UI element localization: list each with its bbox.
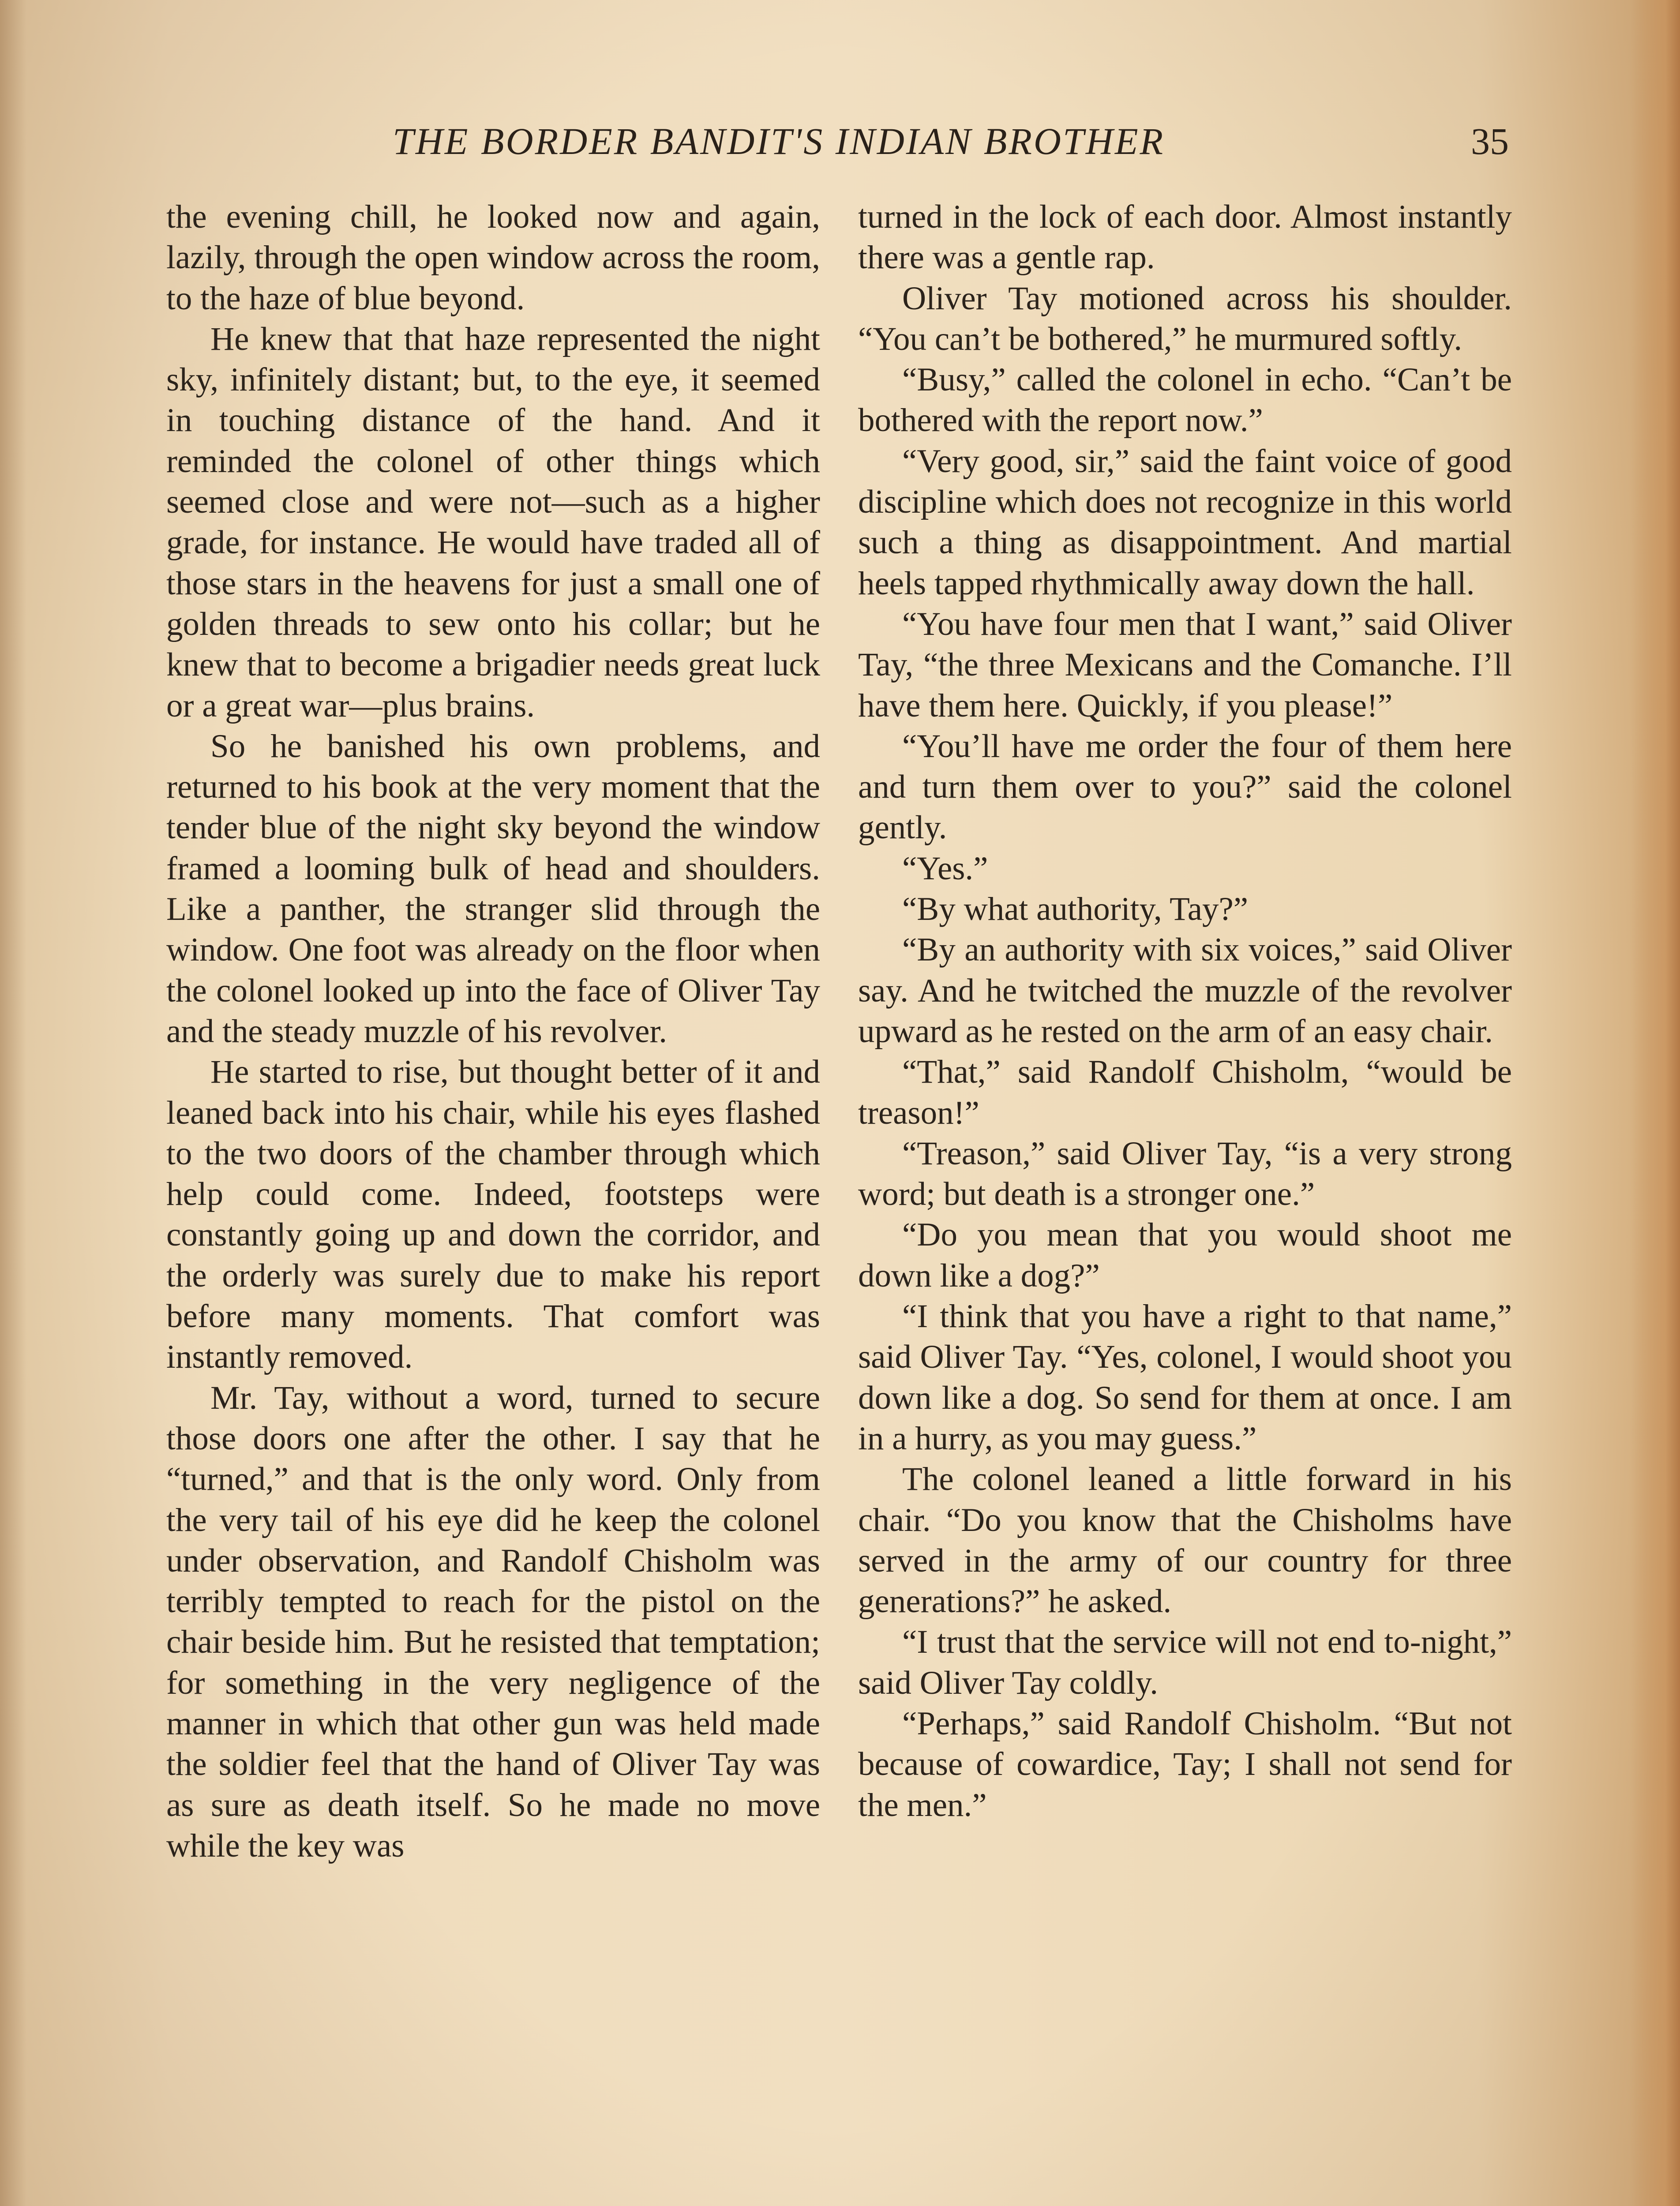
paragraph: So he banished his own problems, and returned to his book at the very moment that the tender blue of the night sky beyond the window framed a looming bulk of head and shoulders. Like a panther, the stranger slid through the window. One foot was already on the floor when the colonel looked up into the face of Oliver Tay and the steady muzzle of his revolver. (166, 728, 820, 1050)
paragraph: the evening chill, he looked now and again, lazily, through the open window across the room, to the haze of blue beyond. (166, 199, 820, 317)
paragraph: “Do you mean that you would shoot me down like a dog?” (858, 1216, 1512, 1294)
paragraph: “Busy,” called the colonel in echo. “Can’t be bothered with the report now.” (858, 361, 1512, 439)
paragraph: Mr. Tay, without a word, turned to secure those doors one after the other. I say that he “turned,” and that is the only word. Only from the very tail of his eye did he keep the colonel under observation, and Randolf Chisholm was terribly tempted to reach for the pistol on the chair beside him. But he resisted that temptation; for something in the very negligence of the manner in which that other gun was held made the soldier feel that the hand of Oliver Tay was as sure as death itself. So he made no move while the key was (166, 1379, 820, 1864)
running-title: THE BORDER BANDIT'S INDIAN BROTHER (393, 120, 1165, 162)
paragraph: He started to rise, but thought better of it and leaned back into his chair, while his eyes flashed to the two doors of the chamber through which help could come. Indeed, footsteps were constantly going up and down the corridor, and the orderly was surely due to make his report before many moments. That comfort was instantly removed. (166, 1054, 820, 1376)
paragraph: “I think that you have a right to that name,” said Oliver Tay. “Yes, colonel, I would shoot you down like a dog. So send for them at once. I am in a hurry, as you may guess.” (858, 1298, 1512, 1457)
paragraph: “That,” said Randolf Chisholm, “would be treason!” (858, 1054, 1512, 1131)
page-number: 35 (1471, 120, 1509, 162)
paragraph: He knew that that haze represented the night sky, infinitely distant; but, to the eye, it seemed in touching distance of the hand. And it reminded the colonel of other things which seemed close and were not—such as a higher grade, for instance. He would have traded all of those stars in the heavens for just a small one of golden threads to sew onto his collar; but he knew that to become a brigadier needs great luck or a great war—plus brains. (166, 320, 820, 724)
paragraph: “You have four men that I want,” said Oliver Tay, “the three Mexicans and the Comanche. I’ll have them here. Quickly, if you please!” (858, 605, 1512, 724)
right-column (858, 197, 1512, 1826)
page-edge-aging (1631, 0, 1680, 2206)
paragraph: “Treason,” said Oliver Tay, “is a very strong word; but death is a stronger one.” (858, 1135, 1512, 1213)
paragraph: The colonel leaned a little forward in his chair. “Do you know that the Chisholms have served in the army of our country for three generations?” he asked. (858, 1461, 1512, 1620)
page-shadow-left (0, 0, 26, 2206)
paragraph: turned in the lock of each door. Almost instantly there was a gentle rap. (858, 199, 1512, 276)
paragraph: “Yes.” (902, 850, 988, 887)
paragraph: “Very good, sir,” said the faint voice of good discipline which does not recognize in this world such a thing as disappointment. And martial heels tapped rhythmically away down the hall. (858, 443, 1512, 602)
paragraph: “By what authority, Tay?” (902, 891, 1249, 928)
left-column (166, 197, 820, 1866)
paragraph: “You’ll have me order the four of them here and turn them over to you?” said the colonel gently. (858, 728, 1512, 846)
paragraph: Oliver Tay motioned across his shoulder. “You can’t be bothered,” he murmured softly. (858, 280, 1512, 357)
paragraph: “I trust that the service will not end to-night,” said Oliver Tay coldly. (858, 1624, 1512, 1701)
paragraph: “By an authority with six voices,” said Oliver say. And he twitched the muzzle of the revolver upward as he rested on the arm of an easy chair. (858, 931, 1512, 1050)
paragraph: “Perhaps,” said Randolf Chisholm. “But not because of cowardice, Tay; I shall not send for the men.” (858, 1705, 1512, 1823)
